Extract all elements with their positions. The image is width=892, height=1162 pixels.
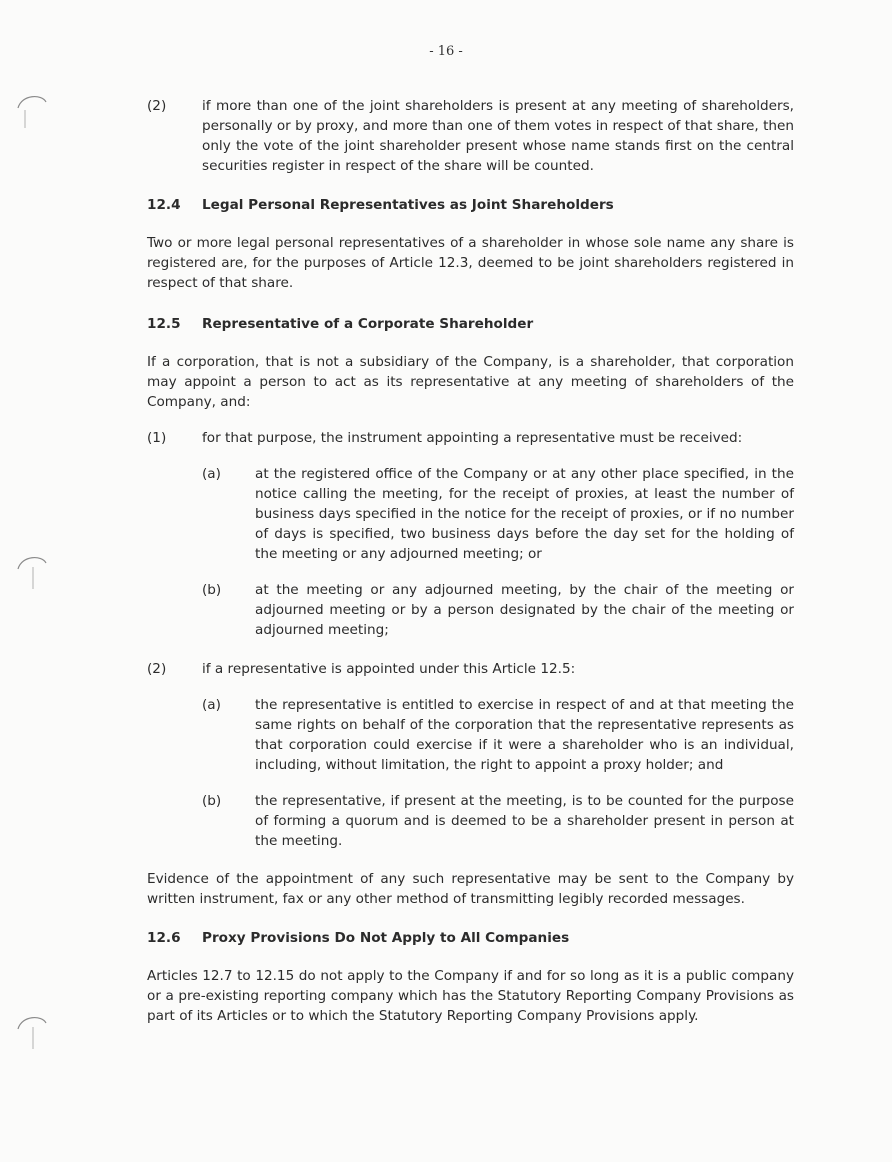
paragraph-text: for that purpose, the instrument appointing a representative must be received: <box>202 430 743 446</box>
paragraph-12-4: Two or more legal personal representatives of a shareholder in whose sole name any share is registered are, for the purposes of Article 12.3, deemed to be joint shareholders registered in respect of that share. <box>147 235 794 291</box>
heading-title: Representative of a Corporate Shareholder <box>202 316 534 332</box>
binder-hole-icon <box>14 1013 48 1051</box>
paragraph-12-6: Articles 12.7 to 12.15 do not apply to the Company if and for so long as it is a public company or a pre-existing reporting company which has the Statutory Reporting Company Provisions as part of its Articles or to which the Statutory Reporting Company Provisions apply. <box>147 968 794 1024</box>
paragraph-12-5-2 <box>147 659 794 679</box>
paragraph-text: the representative, if present at the meeting, is to be counted for the purpose of forming a quorum and is deemed to be a shareholder present in person at the meeting. <box>255 793 794 849</box>
paragraph-text: the representative is entitled to exercise in respect of and at that meeting the same rights on behalf of the corporation that the representative represents as that corporation could exercise if it were a shareholder who is an individual, including, without limitation, the right to appoint a proxy holder; and <box>255 697 794 773</box>
heading-12-4 <box>147 195 794 215</box>
heading-number: 12.6 <box>147 930 181 946</box>
paragraph-12-5-intro: If a corporation, that is not a subsidiary of the Company, is a shareholder, that corporation may appoint a person to act as its representative at any meeting of shareholders of the Company, and: <box>147 354 794 410</box>
paragraph-2 <box>147 96 794 176</box>
binder-hole-icon <box>14 92 48 130</box>
paragraph-12-5-2-b <box>202 791 794 851</box>
heading-title: Legal Personal Representatives as Joint Shareholders <box>202 197 614 213</box>
paragraph-number: (2) <box>147 98 167 114</box>
paragraph-12-5-1 <box>147 428 794 448</box>
paragraph-12-5-2-a <box>202 695 794 775</box>
binder-hole-icon <box>14 553 48 591</box>
paragraph-text: if a representative is appointed under this Article 12.5: <box>202 661 576 677</box>
paragraph-12-5-1-b <box>202 580 794 640</box>
paragraph-number: (a) <box>202 466 221 482</box>
paragraph-text: at the meeting or any adjourned meeting, by the chair of the meeting or adjourned meeting or by a person designated by the chair of the meeting or adjourned meeting; <box>255 582 794 638</box>
document-body <box>147 96 794 1026</box>
heading-title: Proxy Provisions Do Not Apply to All Companies <box>202 930 570 946</box>
heading-number: 12.4 <box>147 197 181 213</box>
paragraph-number: (b) <box>202 793 222 809</box>
paragraph-text: if more than one of the joint shareholders is present at any meeting of shareholders, personally or by proxy, and more than one of them votes in respect of that share, then only the vote of the joint shareholder present whose name stands first on the central securities register in respect of the share will be counted. <box>202 98 794 174</box>
heading-number: 12.5 <box>147 316 181 332</box>
paragraph-number: (a) <box>202 697 221 713</box>
paragraph-number: (b) <box>202 582 222 598</box>
paragraph-number: (2) <box>147 661 167 677</box>
paragraph-12-5-evidence: Evidence of the appointment of any such representative may be sent to the Company by written instrument, fax or any other method of transmitting legibly recorded messages. <box>147 871 794 907</box>
paragraph-12-5-1-a <box>202 464 794 564</box>
heading-12-5 <box>147 314 794 334</box>
page-number: - 16 - <box>429 44 463 59</box>
paragraph-text: at the registered office of the Company or at any other place specified, in the notice calling the meeting, for the receipt of proxies, at least the number of business days specified in the notice for the receipt of proxies, or if no number of days is specified, two business days before the day set for the holding of the meeting or any adjourned meeting; or <box>255 466 794 562</box>
paragraph-number: (1) <box>147 430 167 446</box>
heading-12-6 <box>147 928 794 948</box>
